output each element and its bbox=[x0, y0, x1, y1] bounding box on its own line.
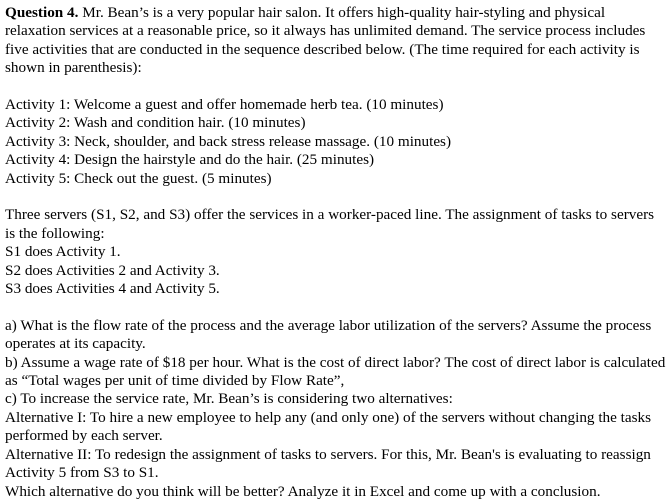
alternative-2: Alternative II: To redesign the assignment of tasks to servers. For this, Mr. Bean's is evaluating to reassign Activity 5 from S3 to S1. bbox=[5, 445, 651, 482]
question-document bbox=[5, 4, 667, 501]
part-a: a) What is the flow rate of the process and the average labor utilization of the servers? Assume the process operates at its capacity. bbox=[5, 316, 652, 353]
server-assignment-s2: S2 does Activities 2 and Activity 3. bbox=[5, 261, 220, 279]
activity-line-2: Activity 2: Wash and condition hair. (10 minutes) bbox=[5, 114, 306, 132]
activity-line-3: Activity 3: Neck, shoulder, and back stress release massage. (10 minutes) bbox=[5, 132, 452, 150]
paragraph-gap bbox=[5, 188, 667, 206]
servers-intro: Three servers (S1, S2, and S3) offer the services in a worker-paced line. The assignment of tasks to servers is the following: bbox=[5, 206, 655, 242]
server-assignment-s1: S1 does Activity 1. bbox=[5, 243, 121, 261]
activity-line-4: Activity 4: Design the hairstyle and do the hair. (25 minutes) bbox=[5, 151, 375, 169]
question-intro-paragraph bbox=[5, 4, 667, 78]
part-b: b) Assume a wage rate of $18 per hour. What is the cost of direct labor? The cost of direct labor is calculated as “Total wages per unit of time divided by Flow Rate”, bbox=[5, 353, 666, 390]
part-c: c) To increase the service rate, Mr. Bean’s is considering two alternatives: bbox=[5, 390, 453, 408]
question-intro-text: Mr. Bean’s is a very popular hair salon. It offers high-quality hair-styling and physical relaxation services at a reasonable price, so it always has unlimited demand. The service process includes five activities that are conducted in the sequence described below. (The time required for each activity is shown in parenthesis): bbox=[5, 4, 646, 77]
paragraph-gap bbox=[5, 298, 667, 316]
server-assignment-s3: S3 does Activities 4 and Activity 5. bbox=[5, 280, 220, 298]
alternative-1: Alternative I: To hire a new employee to help any (and only one) of the servers without changing the tasks performed by each server. bbox=[5, 408, 652, 445]
paragraph-gap bbox=[5, 78, 667, 96]
conclusion-question: Which alternative do you think will be better? Analyze it in Excel and come up with a conclusion. bbox=[5, 482, 601, 500]
activity-line-1: Activity 1: Welcome a guest and offer homemade herb tea. (10 minutes) bbox=[5, 96, 444, 114]
question-label: Question 4. bbox=[5, 4, 79, 21]
activity-line-5: Activity 5: Check out the guest. (5 minutes) bbox=[5, 169, 272, 187]
